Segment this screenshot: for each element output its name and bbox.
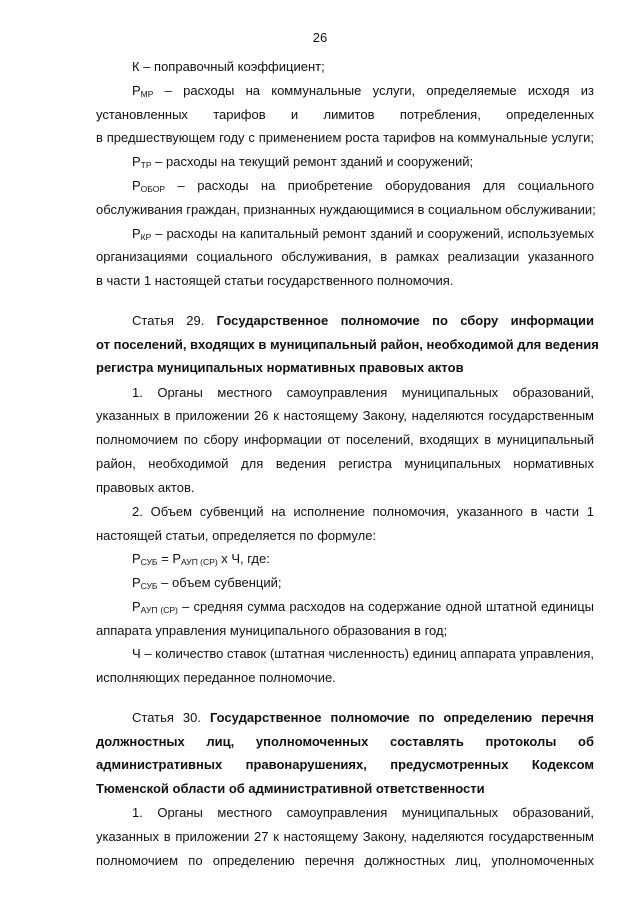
subscript: АУП (СР) <box>140 605 178 615</box>
article-29-p1-line-5 <box>96 479 594 496</box>
bold-text: административных правонарушениях, предусмотренных Кодексом <box>96 757 594 772</box>
line-text: в части 1 настоящей статьи государственного полномочия. <box>96 273 454 288</box>
line-text: район, необходимой для ведения регистра муниципальных нормативных <box>96 456 594 471</box>
article-30-heading-3 <box>96 756 594 773</box>
line-text: 1. Органы местного самоуправления муниципальных образований, <box>132 385 594 400</box>
line-text: К – поправочный коэффициент; <box>132 59 325 74</box>
bold-text: должностных лиц, уполномоченных составлять протоколы об <box>96 734 594 749</box>
bold-text: Государственное полномочие по определению перечня <box>209 710 595 725</box>
formula-ch-def <box>132 645 594 662</box>
line-text-rest: – расходы на текущий ремонт зданий и сооружений; <box>151 154 474 169</box>
article-29-p1-line-3 <box>96 431 594 448</box>
line-text: Р <box>132 599 141 614</box>
line-text: Статья 30. <box>132 710 210 725</box>
text-line-pobor <box>132 177 594 194</box>
text-line-organizations <box>96 248 594 265</box>
subscript: СУБ <box>140 581 158 591</box>
line-text: указанных в приложении 27 к настоящему Закону, наделяются государственным <box>96 829 594 844</box>
article-29-p1-line-4 <box>96 455 594 472</box>
subscript: МР <box>140 89 154 99</box>
line-text: в предшествующем году с применением роста тарифов на коммунальные услуги; <box>96 130 594 145</box>
text-line-social-service <box>96 201 594 218</box>
subscript: ТР <box>140 160 152 170</box>
line-text: Р <box>132 575 141 590</box>
line-text-rest: – расходы на приобретение оборудования для социального <box>165 178 594 193</box>
formula-paup-def <box>132 598 594 615</box>
line-text: настоящей статьи, определяется по формуле: <box>96 528 377 543</box>
page-number: 26 <box>312 30 328 45</box>
line-text-rest: х Ч, где: <box>217 551 270 566</box>
article-30-p1-line-1 <box>132 804 594 821</box>
article-30-p1-line-3 <box>96 852 594 869</box>
line-text: Р <box>132 154 141 169</box>
article-29-p2-line-2 <box>96 527 594 544</box>
subscript: АУП (СР) <box>181 557 218 567</box>
bold-text: от поселений, входящих в муниципальный район, необходимой для ведения <box>96 337 599 352</box>
formula-psub <box>132 550 594 567</box>
subscript: ОБОР <box>140 184 166 194</box>
article-30-p1-line-2 <box>96 828 594 845</box>
line-text: установленных тарифов и лимитов потребления, определенных <box>96 107 594 122</box>
article-29-p1-line-2 <box>96 407 594 424</box>
formula-ch-def-2 <box>96 669 594 686</box>
bold-text: Государственное полномочие по сбору информации <box>216 313 594 328</box>
text-line-prev-year <box>96 129 594 146</box>
article-29-p2-line-1 <box>132 503 594 520</box>
line-text-rest: = Р <box>157 551 182 566</box>
line-text: Статья 29. <box>132 313 217 328</box>
line-text: Р <box>132 226 141 241</box>
text-line-pkr <box>132 225 594 242</box>
text-line-ptr <box>132 153 594 170</box>
line-text: полномочием по определению перечня должностных лиц, уполномоченных <box>96 853 594 868</box>
line-text-rest: – расходы на коммунальные услуги, определяемые исходя из <box>153 83 594 98</box>
line-text-rest: – расходы на капитальный ремонт зданий и сооружений, используемых <box>151 226 594 241</box>
subscript: СУБ <box>140 557 158 567</box>
article-29-heading-3 <box>96 359 594 376</box>
formula-paup-def-2 <box>96 622 594 639</box>
line-text: Ч – количество ставок (штатная численность) единиц аппарата управления, <box>132 646 594 661</box>
text-line-part1 <box>96 272 594 289</box>
bold-text: Тюменской области об административной ответственности <box>96 781 485 796</box>
article-29-p1-line-1 <box>132 384 594 401</box>
line-text: исполняющих переданное полномочие. <box>96 670 336 685</box>
text-line-pmr <box>132 82 594 99</box>
article-29-heading-1 <box>132 312 594 329</box>
line-text: 2. Объем субвенций на исполнение полномочия, указанного в части 1 <box>132 504 594 519</box>
line-text: Р <box>132 178 141 193</box>
line-text: Р <box>132 83 141 98</box>
article-29-heading-2 <box>96 336 599 353</box>
article-30-heading-4 <box>96 780 594 797</box>
text-line-tariffs <box>96 106 594 123</box>
line-text: указанных в приложении 26 к настоящему Закону, наделяются государственным <box>96 408 594 423</box>
text-line-coefficient-k <box>132 58 594 75</box>
line-text: обслуживания граждан, признанных нуждающимися в социальном обслуживании; <box>96 202 596 217</box>
line-text: полномочием по сбору информации от поселений, входящих в муниципальный <box>96 432 594 447</box>
line-text-rest: – объем субвенций; <box>157 575 282 590</box>
article-30-heading-1 <box>132 709 594 726</box>
line-text-rest: – средняя сумма расходов на содержание одной штатной единицы <box>177 599 594 614</box>
line-text: 1. Органы местного самоуправления муниципальных образований, <box>132 805 594 820</box>
bold-text: регистра муниципальных нормативных правовых актов <box>96 360 464 375</box>
line-text: Р <box>132 551 141 566</box>
subscript: КР <box>140 232 152 242</box>
formula-psub-def <box>132 574 594 591</box>
line-text: аппарата управления муниципального образования в год; <box>96 623 448 638</box>
line-text: правовых актов. <box>96 480 195 495</box>
line-text: организациями социального обслуживания, в рамках реализации указанного <box>96 249 594 264</box>
article-30-heading-2 <box>96 733 594 750</box>
